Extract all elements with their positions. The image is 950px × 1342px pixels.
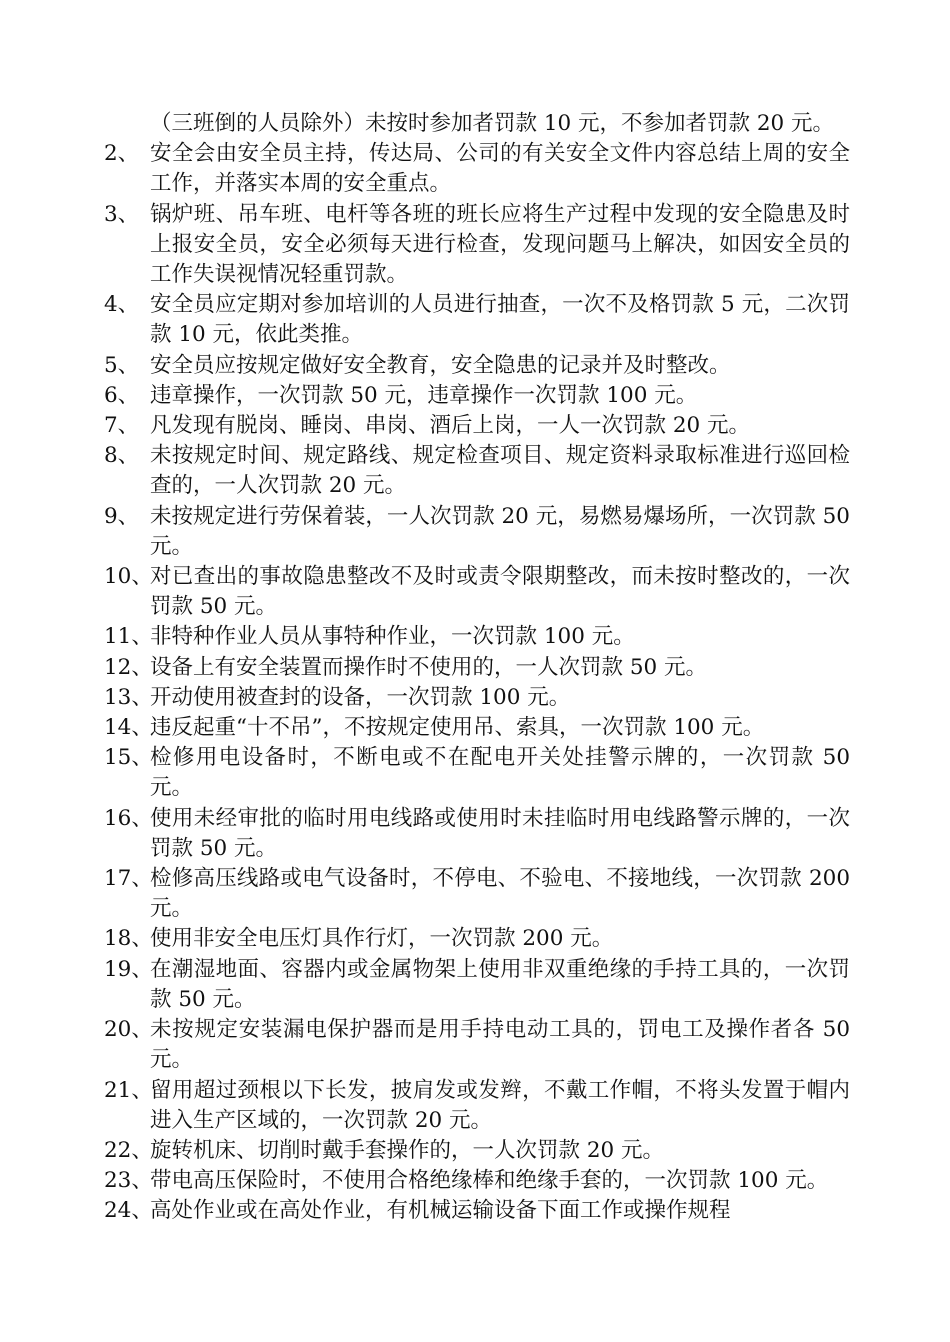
item-number: 11、 bbox=[104, 624, 153, 650]
list-item bbox=[104, 713, 850, 743]
item-text: 安全会由安全员主持，传达局、公司的有关安全文件内容总结上周的安全工作，并落实本周的安全重点。 bbox=[150, 141, 850, 197]
item-number: 3、 bbox=[104, 201, 140, 227]
list-item bbox=[104, 622, 850, 652]
regulation-list bbox=[104, 109, 850, 1227]
item-text: 未按规定进行劳保着装，一人次罚款 20 元，易燃易爆场所，一次罚款 50 元。 bbox=[150, 503, 850, 559]
list-item bbox=[104, 1166, 850, 1196]
item-text: 检修用电设备时，不断电或不在配电开关处挂警示牌的，一次罚款 50 元。 bbox=[150, 745, 850, 801]
item-text: 留用超过颈根以下长发，披肩发或发辫，不戴工作帽，不将头发置于帽内进入生产区域的，一次罚款 20 元。 bbox=[150, 1077, 850, 1133]
item-text: 安全员应按规定做好安全教育，安全隐患的记录并及时整改。 bbox=[150, 352, 731, 378]
item-number: 13、 bbox=[104, 684, 153, 710]
list-item bbox=[104, 290, 850, 350]
item-number: 10、 bbox=[104, 564, 153, 590]
list-item bbox=[104, 1076, 850, 1136]
item-text: 使用未经审批的临时用电线路或使用时未挂临时用电线路警示牌的，一次罚款 50 元。 bbox=[150, 805, 850, 861]
list-item bbox=[104, 864, 850, 924]
item-number: 19、 bbox=[104, 956, 153, 982]
item-number: 22、 bbox=[104, 1137, 153, 1163]
list-item bbox=[104, 441, 850, 501]
list-item bbox=[104, 804, 850, 864]
list-item bbox=[104, 924, 850, 954]
item-text: 带电高压保险时，不使用合格绝缘棒和绝缘手套的，一次罚款 100 元。 bbox=[150, 1168, 829, 1194]
item-text: 旋转机床、切削时戴手套操作的，一人次罚款 20 元。 bbox=[150, 1137, 665, 1163]
item-text: 对已查出的事故隐患整改不及时或责令限期整改，而未按时整改的，一次罚款 50 元。 bbox=[150, 564, 850, 620]
item-number: 9、 bbox=[104, 503, 140, 529]
item-number: 14、 bbox=[104, 715, 153, 741]
item-number: 16、 bbox=[104, 805, 153, 831]
item-number: 4、 bbox=[104, 292, 140, 318]
list-item bbox=[104, 351, 850, 381]
item-text: 违章操作，一次罚款 50 元，违章操作一次罚款 100 元。 bbox=[150, 382, 698, 408]
item-text: 未按规定安装漏电保护器而是用手持电动工具的，罚电工及操作者各 50 元。 bbox=[150, 1017, 850, 1073]
list-item bbox=[104, 200, 850, 291]
item-number: 17、 bbox=[104, 866, 153, 892]
list-item bbox=[104, 502, 850, 562]
item-number: 6、 bbox=[104, 382, 140, 408]
items-container bbox=[104, 139, 850, 1226]
item-number: 2、 bbox=[104, 141, 140, 167]
item-number: 12、 bbox=[104, 654, 153, 680]
item-number: 23、 bbox=[104, 1168, 153, 1194]
list-item bbox=[104, 1015, 850, 1075]
list-item bbox=[104, 653, 850, 683]
item-text: 高处作业或在高处作业，有机械运输设备下面工作或操作规程 bbox=[150, 1198, 731, 1224]
item-number: 7、 bbox=[104, 413, 140, 439]
item-number: 24、 bbox=[104, 1198, 153, 1224]
item-text: 安全员应定期对参加培训的人员进行抽查，一次不及格罚款 5 元，二次罚款 10 元，依此类推。 bbox=[150, 292, 850, 348]
list-item bbox=[104, 743, 850, 803]
item-number: 18、 bbox=[104, 926, 153, 952]
list-item bbox=[104, 381, 850, 411]
item-text: 非特种作业人员从事特种作业，一次罚款 100 元。 bbox=[150, 624, 635, 650]
item-text: 使用非安全电压灯具作行灯，一次罚款 200 元。 bbox=[150, 926, 614, 952]
item-text: 未按规定时间、规定路线、规定检查项目、规定资料录取标准进行巡回检查的，一人次罚款 20 元。 bbox=[150, 443, 850, 499]
item-text: 锅炉班、吊车班、电杆等各班的班长应将生产过程中发现的安全隐患及时上报安全员，安全必须每天进行检查，发现问题马上解决，如因安全员的工作失误视情况轻重罚款。 bbox=[150, 201, 850, 288]
item-text: 凡发现有脱岗、睡岗、串岗、酒后上岗，一人一次罚款 20 元。 bbox=[150, 413, 751, 439]
list-item bbox=[104, 562, 850, 622]
item-number: 8、 bbox=[104, 443, 140, 469]
item-number: 21、 bbox=[104, 1077, 153, 1103]
item-number: 20、 bbox=[104, 1017, 153, 1043]
list-item bbox=[104, 1136, 850, 1166]
item-text: 设备上有安全装置而操作时不使用的，一人次罚款 50 元。 bbox=[150, 654, 708, 680]
item-text: 违反起重“十不吊”，不按规定使用吊、索具，一次罚款 100 元。 bbox=[150, 715, 765, 741]
continuation-paragraph: （三班倒的人员除外）未按时参加者罚款 10 元，不参加者罚款 20 元。 bbox=[150, 111, 835, 136]
item-text: 开动使用被查封的设备，一次罚款 100 元。 bbox=[150, 684, 571, 710]
item-number: 5、 bbox=[104, 352, 140, 378]
item-text: 检修高压线路或电气设备时，不停电、不验电、不接地线，一次罚款 200 元。 bbox=[150, 866, 850, 922]
list-item bbox=[104, 955, 850, 1015]
list-item bbox=[104, 139, 850, 199]
list-item bbox=[104, 1196, 850, 1226]
list-item bbox=[104, 411, 850, 441]
item-number: 15、 bbox=[104, 745, 153, 771]
item-text: 在潮湿地面、容器内或金属物架上使用非双重绝缘的手持工具的，一次罚款 50 元。 bbox=[150, 956, 850, 1012]
list-item bbox=[104, 683, 850, 713]
